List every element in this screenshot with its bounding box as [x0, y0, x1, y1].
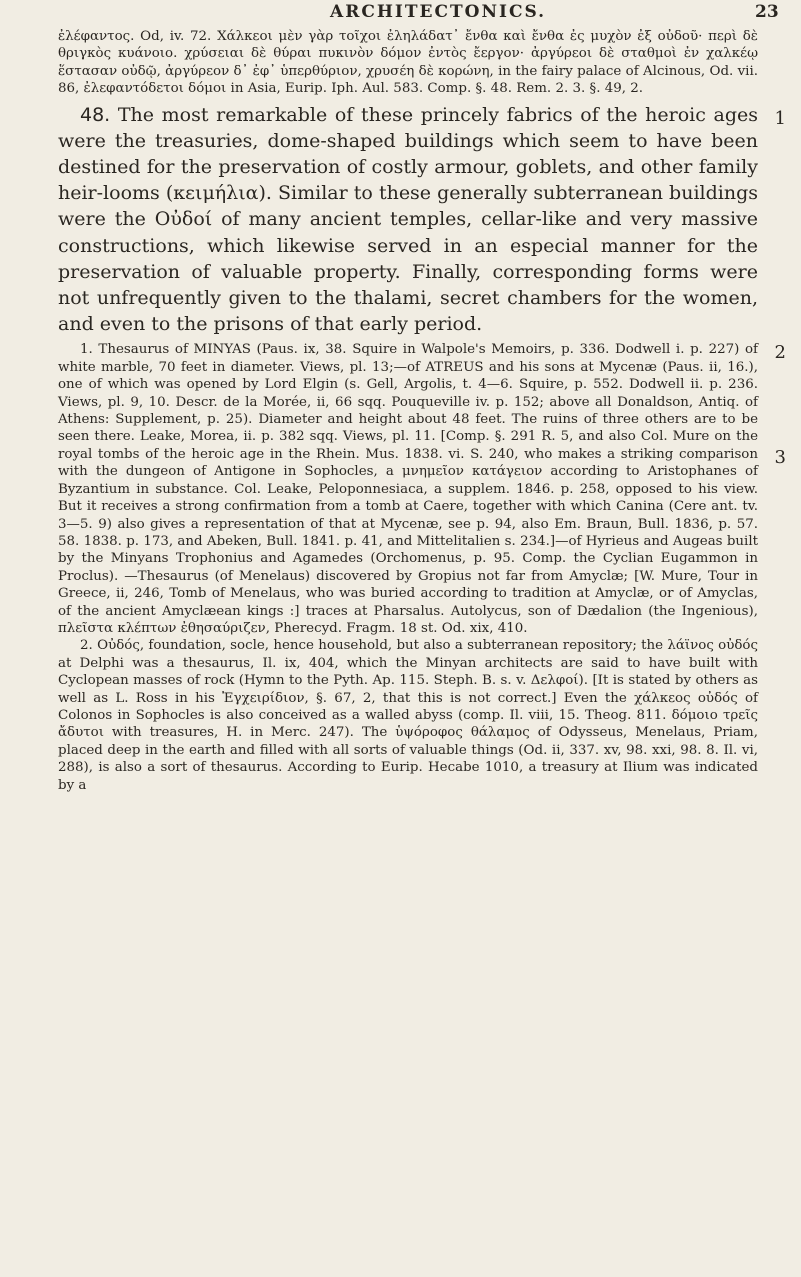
running-head: ARCHITECTONICS. [330, 2, 547, 22]
intro-note: ἐλέφαντος. Od, iv. 72. Χάλκεοι μὲν γὰρ τοῖχοι ἐληλάδατ᾽ ἔνθα καὶ ἔνθα ἐς μυχὸν ἐξ οὐδοῦ· περὶ δὲ θριγκὸς κυάνοιο. χρύσειαι δὲ θύραι πυκινὸν δόμον ἐντὸς ἔεργον· ἀργύρεοι δὲ σταθμοὶ ἐν χαλκέῳ ἕστασαν οὐδῷ, ἀργύρεον δ᾽ ἐφ᾽ ὑπερθύριον, χρυσέη δὲ κορώνη, in the fairy palace of Alcinous, Od. vii. 86, ἐλεφαντόδετοι δόμοι in Asia, Eurip. Iph. Aul. 583. Comp. §. 48. Rem. 2. 3. §. 49, 2. [58, 29, 758, 97]
section-48 [58, 102, 786, 468]
note-1: 1. Thesaurus of MINYAS (Paus. ix, 38. Squire in Walpole's Memoirs, p. 336. Dodwell i. p. 227) of white marble, 70 feet in diameter. Views, pl. 13;—of ATREUS and his sons at Mycenæ (Paus. ii, 16.), one of which was opened by Lord Elgin (s. Gell, Argolis, t. 4—6. Squire, p. 552. Dodwell ii. p. 236. Views, pl. 9, 10. Descr. de la Morée, ii, 66 sqq. Pouqueville iv. p. 152; above all Donaldson, Antiq. of Athens: Supplement, p. 25). Diameter and height about 48 feet. The ruins of three others are to be seen there. Leake, Morea, ii. p. 382 sqq. Views, pl. 11. [Comp. §. 291 R. 5, and also Col. Mure on the royal tombs of the heroic age in the Rhein. Mus. 1838. vi. S. 240, who makes a striking comparison with the dungeon of Antigone in Sophocles, a μνημεῖον κατάγειον according to Aristophanes of Byzantium in substance. Col. Leake, Peloponnesiaca, a supplem. 1846. p. 258, opposed to his view. But it receives a strong confirmation from a tomb at Caere, together with which Canina (Cere ant. tv. 3—5. 9) also gives a representation of that at Mycenæ, see p. 94, also Em. Braun, Bull. 1836, p. 57. 58. 1838. p. 173, and Abeken, Bull. 1841. p. 41, and Mittelitalien s. 234.]—of Hyrieus and Augeas built by the Minyans Trophonius and Agamedes (Orchomenus, p. 95. Comp. the Cyclian Eugammon in Proclus). —Thesaurus (of Menelaus) discovered by Gropius not far from Amyclæ; [W. Mure, Tour in Greece, ii, 246, Tomb of Menelaus, who was buried according to tradition at Amyclæ, or of Amyclas, of the ancient Amyclæean kings :] traces at Pharsalus. Autolycus, son of Dædalion (the Ingenious), πλεῖστα κλέπτων ἐθησαύριζεν, Pherecyd. Fragm. 18 st. Od. xix, 410. [58, 342, 758, 636]
section-text: The most remarkable of these princely fabrics of the heroic ages were the treasuries, dome-shaped buildings which seem to have been destined for the preservation of costly armour, goblets, and other family heir-looms (κειμήλια). Similar to these generally subterranean buildings were the Οὐδοί of many ancient temples, cellar-like and very massive constructions, which likewise served in an especial manner for the preservation of valuable property. Finally, corresponding forms were not unfrequently given to the thalami, secret chambers for the women, and even to the prisons of that early period. [58, 103, 758, 336]
section-number: 48. [80, 103, 111, 126]
margin-number-2: 2 [774, 341, 786, 363]
margin-number-1: 1 [774, 107, 786, 129]
note-2: 2. Οὐδός, foundation, socle, hence household, but also a subterranean repository; the λάϊνος οὐδός at Delphi was a thesaurus, Il. ix, 404, which the Minyan architects are said to have built with Cyclopean masses of rock (Hymn to the Pyth. Ap. 115. Steph. B. s. v. Δελφοί). [It is stated by others as well as L. Ross in his Ἐγχειρίδιον, §. 67, 2, that this is not correct.] Even the χάλκεος οὐδός of Colonos in Sophocles is also conceived as a walled abyss (comp. Il. viii, 15. Theog. 811. δόμοιο τρεῖς ἄδυτοι with treasures, H. in Merc. 247). The ὑψόροφος θάλαμος of Odysseus, Menelaus, Priam, placed deep in the earth and filled with all sorts of valuable things (Od. ii, 337. xv, 98. xxi, 98. 8. Il. vi, 288), is also a sort of thesaurus. According to Eurip. Hecabe 1010, a treasury at Ilium was indicated by a [58, 638, 758, 793]
page-body [58, 28, 786, 794]
page-number: 23 [755, 2, 779, 22]
margin-number-3: 3 [774, 446, 786, 468]
